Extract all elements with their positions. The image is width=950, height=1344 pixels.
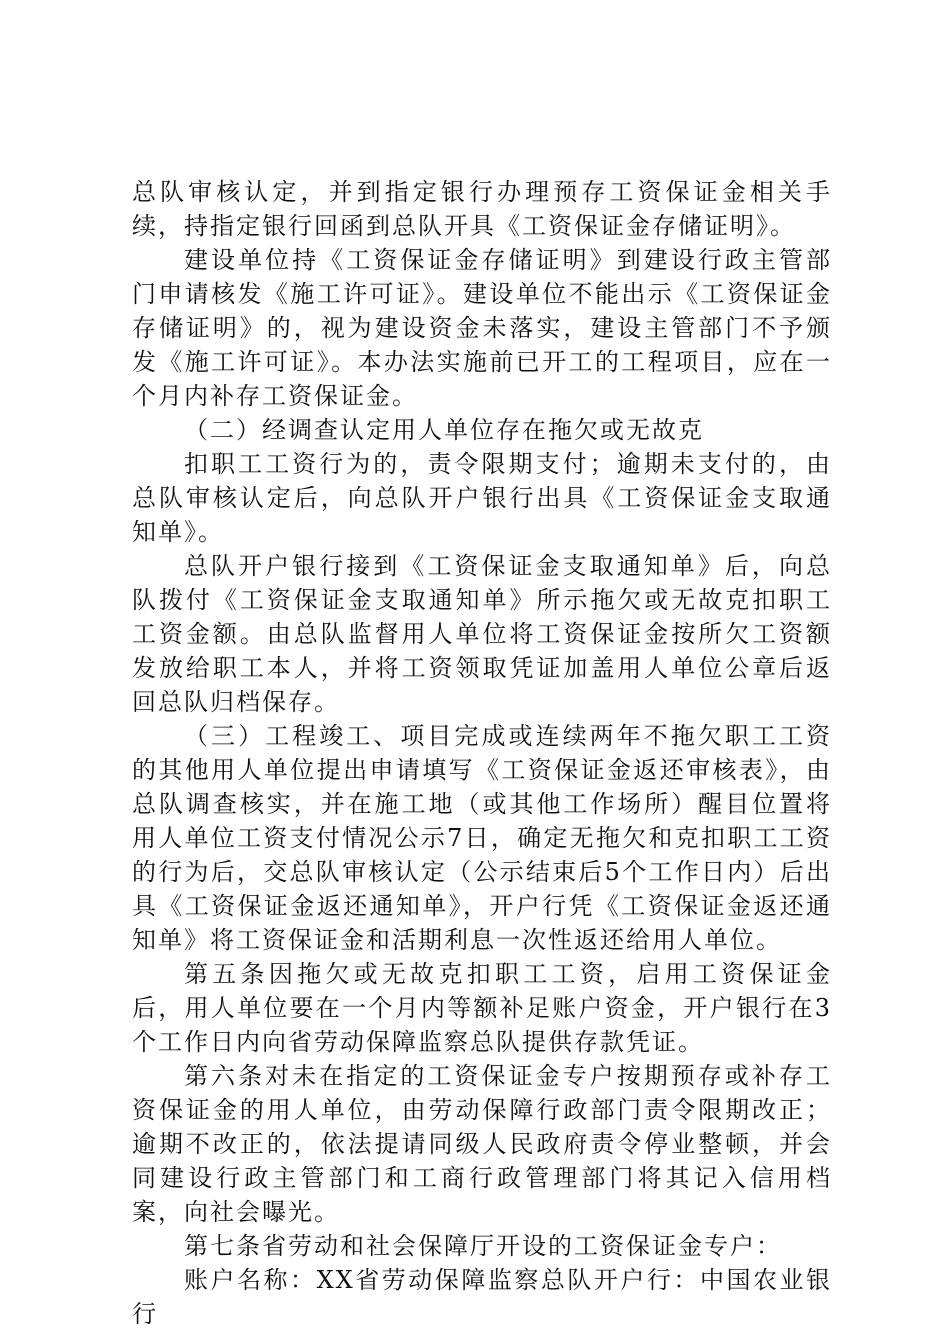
paragraph-3: （二）经调查认定用人单位存在拖欠或无故克 bbox=[184, 416, 704, 444]
paragraph-6: （三）工程竣工、项目完成或连续两年不拖欠职工工资的其他用人单位提出申请填写《工资保证金返还审核表》，由总队调查核实，并在施工地（或其他工作场所）醒目位置将用人单位工资支付情况公示7日，确定无拖欠和克扣职工工资的行为后，交总队审核认定（公示结束后5个工作日内）后出具《工资保证金返还通知单》，开户行凭《工资保证金返还通知单》将工资保证金和活期利息一次性返还给用人单位。 bbox=[132, 722, 832, 954]
paragraph-1: 总队审核认定，并到指定银行办理预存工资保证金相关手续，持指定银行回函到总队开具《工资保证金存储证明》。 bbox=[132, 178, 832, 240]
paragraph-7: 第五条因拖欠或无故克扣职工工资，启用工资保证金后，用人单位要在一个月内等额补足账户资金，开户银行在3个工作日内向省劳动保障监察总队提供存款凭证。 bbox=[132, 960, 832, 1056]
paragraph-2: 建设单位持《工资保证金存储证明》到建设行政主管部门申请核发《施工许可证》。建设单位不能出示《工资保证金存储证明》的，视为建设资金未落实，建设主管部门不予颁发《施工许可证》。本办法实施前已开工的工程项目，应在一个月内补存工资保证金。 bbox=[132, 246, 832, 410]
paragraph-4: 扣职工工资行为的，责令限期支付；逾期未支付的，由总队审核认定后，向总队开户银行出具《工资保证金支取通知单》。 bbox=[132, 450, 832, 546]
paragraph-8: 第六条对未在指定的工资保证金专户按期预存或补存工资保证金的用人单位，由劳动保障行政部门责令限期改正；逾期不改正的，依法提请同级人民政府责令停业整顿，并会同建设行政主管部门和工商行政管理部门将其记入信用档案，向社会曝光。 bbox=[132, 1062, 832, 1226]
paragraph-9: 第七条省劳动和社会保障厅开设的工资保证金专户： bbox=[184, 1232, 782, 1260]
paragraph-5: 总队开户银行接到《工资保证金支取通知单》后，向总队拨付《工资保证金支取通知单》所示拖欠或无故克扣职工工资金额。由总队监督用人单位将工资保证金按所欠工资额发放给职工本人，并将工资领取凭证加盖用人单位公章后返回总队归档保存。 bbox=[132, 552, 832, 716]
document-body bbox=[132, 175, 832, 1331]
paragraph-10: 账户名称：XX省劳动保障监察总队开户行：中国农业银行 bbox=[132, 1266, 832, 1328]
